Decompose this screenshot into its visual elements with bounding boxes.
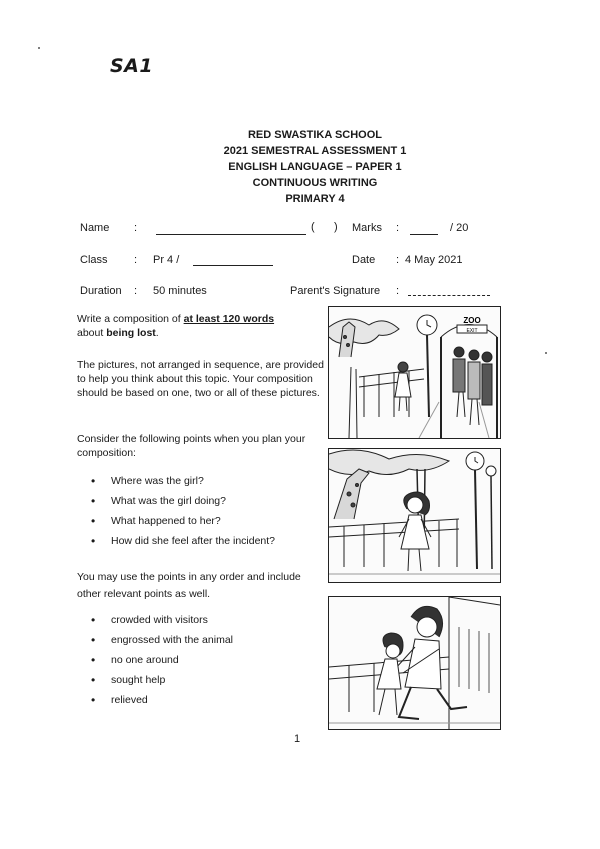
help-illustration	[329, 597, 500, 729]
duration-value: 50 minutes	[153, 285, 207, 297]
marks-label: Marks	[352, 222, 382, 234]
document-header	[0, 127, 600, 207]
girl-alone-illustration	[329, 449, 500, 582]
date-colon: :	[396, 254, 400, 266]
list-item: • engrossed with the animal	[77, 633, 327, 653]
list-item: • How did she feel after the incident?	[77, 534, 327, 554]
extra-intro-line: You may use the points in any order and include	[77, 571, 301, 583]
composition-topic: being lost	[106, 327, 156, 339]
list-item: • crowded with visitors	[77, 613, 327, 633]
signature-colon: :	[396, 285, 400, 297]
index-paren-close: )	[334, 221, 338, 233]
extra-intro-line: other relevant points as well.	[77, 588, 211, 600]
list-item: • no one around	[77, 653, 327, 673]
list-item: • sought help	[77, 673, 327, 693]
duration-label: Duration	[80, 285, 122, 297]
index-paren-open: (	[311, 221, 315, 233]
extra-points-intro	[77, 570, 327, 604]
school-name: RED SWASTIKA SCHOOL	[247, 129, 383, 141]
class-field[interactable]	[193, 265, 273, 266]
picture-help	[328, 596, 501, 730]
section-title: CONTINUOUS WRITING	[252, 177, 378, 189]
task-instruction	[77, 312, 327, 340]
marks-total: / 20	[450, 222, 469, 234]
level-title: PRIMARY 4	[285, 193, 345, 205]
zoo-entrance-illustration	[329, 307, 500, 438]
signature-label: Parent's Signature	[290, 285, 381, 297]
assessment-title: 2021 SEMESTRAL ASSESSMENT 1	[223, 145, 407, 157]
scan-speck	[38, 47, 40, 49]
marks-field[interactable]	[410, 234, 438, 235]
class-label: Class	[80, 254, 108, 266]
task-text: .	[155, 327, 159, 339]
picture-girl-alone	[328, 448, 501, 583]
class-value: Pr 4 /	[153, 254, 180, 266]
list-item: • What happened to her?	[77, 514, 327, 534]
helper-words	[77, 613, 327, 713]
zoo-sign-text: ZOO	[463, 316, 481, 325]
paper-title: ENGLISH LANGUAGE – PAPER 1	[228, 161, 402, 173]
gate-sign-text: EXIT	[466, 328, 478, 334]
class-colon: :	[134, 254, 138, 266]
name-colon: :	[134, 222, 138, 234]
scan-speck	[545, 352, 547, 354]
name-field[interactable]	[156, 234, 306, 235]
list-item: • What was the girl doing?	[77, 494, 327, 514]
list-item: • Where was the girl?	[77, 474, 327, 494]
task-text: Write a composition of	[77, 313, 184, 325]
picture-zoo-entrance	[328, 306, 501, 439]
page-number: 1	[294, 733, 301, 745]
guiding-points	[77, 474, 327, 554]
name-label: Name	[80, 222, 110, 234]
duration-colon: :	[134, 285, 138, 297]
word-count-requirement: at least 120 words	[183, 313, 275, 325]
marks-colon: :	[396, 222, 400, 234]
pictures-note: The pictures, not arranged in sequence, are provided to help you think about this topic. Your composition should be based on one, two or all of these pictures.	[77, 359, 324, 399]
task-text: about	[77, 327, 107, 339]
date-value: 4 May 2021	[405, 254, 463, 266]
corner-mark: SA1	[110, 55, 154, 77]
points-intro: Consider the following points when you plan your composition:	[77, 433, 306, 459]
list-item: • relieved	[77, 693, 327, 713]
date-label: Date	[352, 254, 376, 266]
signature-field[interactable]	[408, 295, 490, 296]
